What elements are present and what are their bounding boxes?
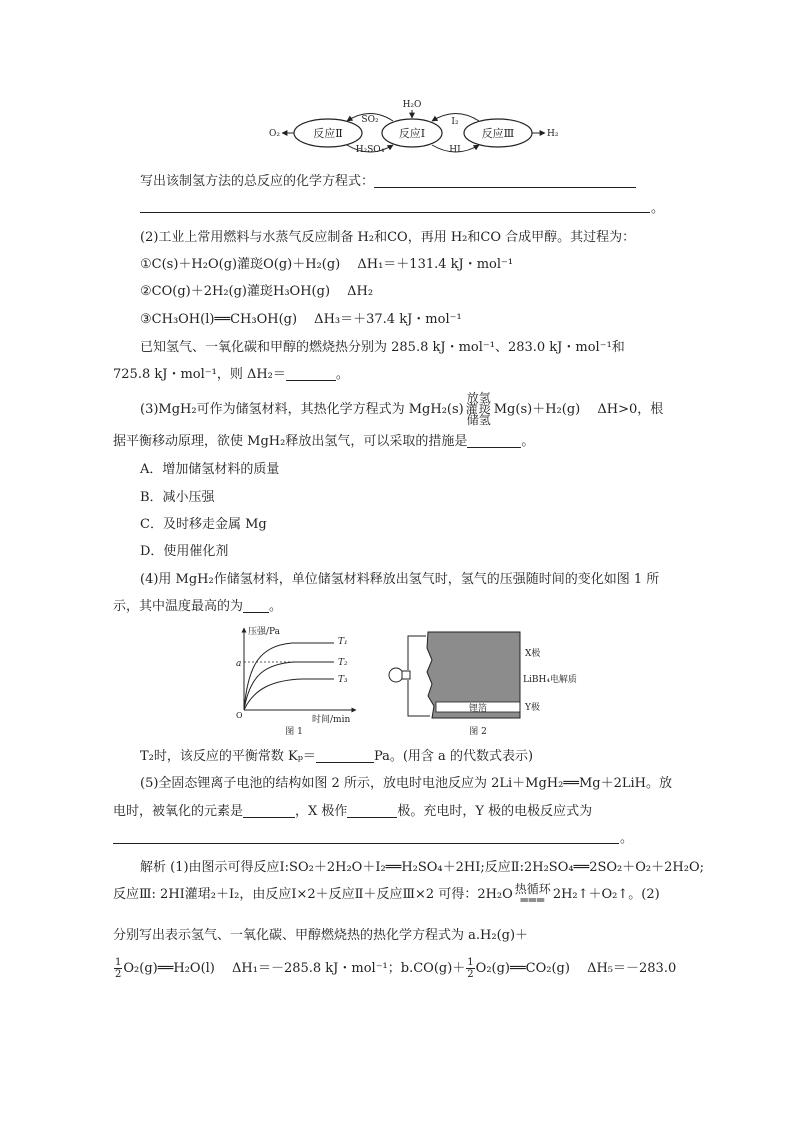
q4-text-2: 示，其中温度最高的为 <box>113 599 244 614</box>
answer-blank <box>467 433 521 448</box>
water-label: H₂O <box>402 100 422 110</box>
x-pole-label: X极 <box>525 649 541 659</box>
arrow-bottom-label: 储氢 <box>466 413 491 427</box>
q4-line-1: (4)用 MgH₂作储氢材料，单位储氢材料释放出氢气时，氢气的压强随时间的变化如图 1 所 <box>140 572 660 587</box>
x-axis-label: 时间/min <box>312 715 351 725</box>
figure-1-pressure-time-graph <box>232 624 374 736</box>
analysis-line-4 <box>113 957 676 981</box>
a-label: a <box>236 659 242 669</box>
curve-t3 <box>244 679 334 710</box>
h2-label: H₂ <box>547 129 559 139</box>
arrow-top-label: 热循环 <box>514 881 551 896</box>
q1-text: 写出该制氢方法的总反应的化学方程式： <box>140 174 375 189</box>
y-pole-label: Y极 <box>525 703 540 713</box>
origin-label: O <box>236 711 243 720</box>
q2-intro: (2)工业上常用燃料与水蒸气反应制备 H₂和CO，再用 H₂和CO 合成甲醇。其过程为： <box>140 230 636 245</box>
answer-blank <box>243 803 295 818</box>
answer-blank-line <box>113 843 619 844</box>
q4-kp-text: T₂时，该反应的平衡常数 Kₚ＝ <box>140 749 316 764</box>
answer-blank-line <box>140 212 650 213</box>
t2-label: T₂ <box>338 658 348 668</box>
option-d: D．使用催化剂 <box>140 544 229 559</box>
q1-period: 。 <box>651 201 665 216</box>
electrolyte-label: LiBH₄电解质 <box>523 675 577 685</box>
heat-cycle-arrow <box>514 881 551 907</box>
o2-label: O₂ <box>269 129 280 139</box>
analysis-line-2 <box>113 883 660 907</box>
q5-text-a: 电时，被氧化的元素是 <box>113 804 244 819</box>
reaction-cycle-diagram <box>265 96 559 158</box>
fraction-denominator: 2 <box>467 969 474 980</box>
y-axis-label: 压强/Pa <box>248 627 281 637</box>
q5-period: 。 <box>620 831 634 846</box>
q3-text-2: 据平衡移动原理，欲使 MgH₂释放出氢气，可以采取的措施是 <box>113 434 468 449</box>
fraction-denominator: 2 <box>115 969 122 980</box>
q4-period: 。 <box>269 599 283 614</box>
q3-line-2 <box>113 433 534 451</box>
arrow-top-label: 放氢 <box>466 391 491 405</box>
q5-text-c: 极。充电时，Y 极的电极反应式为 <box>397 804 593 819</box>
fraction-numerator: 1 <box>115 957 122 968</box>
q2-period: 。 <box>335 367 349 382</box>
answer-blank <box>316 748 374 763</box>
q3-text-a: (3)MgH₂可作为储氢材料，其热化学方程式为 MgH₂(s) <box>140 402 464 417</box>
curve-t2 <box>244 662 334 710</box>
answer-blank <box>243 598 269 613</box>
t1-label: T₁ <box>338 637 348 647</box>
arrow-mid: 灌珳 <box>465 402 492 416</box>
option-c: C．及时移走金属 Mg <box>140 517 267 532</box>
q5-line-2 <box>113 803 592 821</box>
fraction-numerator: 1 <box>467 957 474 968</box>
bulb-icon <box>389 668 403 682</box>
q4-line-2 <box>113 598 282 616</box>
h2so4-label: H₂SO₄ <box>355 145 385 155</box>
analysis-line-1: 解析 (1)由图示可得反应Ⅰ:SO₂＋2H₂O＋I₂══H₂SO₄＋2HI;反应Ⅱ:2H₂SO₄══2SO₂＋O₂＋2H₂O; <box>140 860 704 875</box>
analysis-text-2a: 反应Ⅲ: 2HI灌珺₂＋I₂，由反应Ⅰ×2＋反应Ⅱ＋反应Ⅲ×2 可得：2H₂O <box>113 887 513 902</box>
figure-2-battery-diagram <box>380 630 590 738</box>
q1-line <box>140 173 636 191</box>
analysis-text-4b: O₂(g)══CO₂(g) ΔH₅＝－283.0 <box>475 961 677 976</box>
t3-label: T₃ <box>338 675 348 685</box>
q5-text-b: ，X 极作 <box>295 804 348 819</box>
reaction-2-label: 反应Ⅱ <box>313 127 343 140</box>
q2-reaction-3: ③CH₃OH(l)══CH₃OH(g) ΔH₃＝＋37.4 kJ・mol⁻¹ <box>140 312 462 327</box>
q2-known-2-text: 725.8 kJ・mol⁻¹，则 ΔH₂＝ <box>113 367 286 382</box>
q2-reaction-2: ②CO(g)＋2H₂(g)灌珳H₃OH(g) ΔH₂ <box>140 284 374 299</box>
analysis-text-2b: 2H₂↑＋O₂↑。(2) <box>552 887 660 902</box>
fraction-half <box>466 957 474 980</box>
reversible-arrow <box>466 393 492 426</box>
answer-blank <box>286 366 336 381</box>
fraction-half <box>114 957 122 980</box>
q4-kp-line <box>140 748 533 766</box>
q3-period: 。 <box>521 434 535 449</box>
q5-line-1: (5)全固态锂离子电池的结构如图 2 所示，放电时电池反应为 2Li＋MgH₂══Mg＋2LiH。放 <box>140 776 673 791</box>
reaction-3-label: 反应Ⅲ <box>481 127 515 140</box>
q3-text-b: Mg(s)＋H₂(g) ΔH>0，根 <box>493 402 664 417</box>
figure-2-caption: 图 2 <box>469 727 487 737</box>
option-a: A．增加储氢材料的质量 <box>140 462 280 477</box>
analysis-text-4a: O₂(g)══H₂O(l) ΔH₁＝－285.8 kJ・mol⁻¹；b.CO(g)＋ <box>123 961 466 976</box>
hi-label: HI <box>449 145 461 155</box>
analysis-line-3: 分别写出表示氢气、一氧化碳、甲醇燃烧热的热化学方程式为 a.H₂(g)＋ <box>113 928 529 943</box>
figure-1-caption: 图 1 <box>285 727 303 737</box>
answer-blank <box>374 173 636 188</box>
answer-blank <box>347 803 397 818</box>
q2-known-2 <box>113 366 349 384</box>
q3-line-1 <box>140 393 663 426</box>
arrow-bar: ═══ <box>520 892 546 907</box>
foil-label: 锂箔 <box>468 704 488 714</box>
q2-reaction-1: ①C(s)＋H₂O(g)灌珳O(g)＋H₂(g) ΔH₁＝＋131.4 kJ・mol⁻¹ <box>140 257 514 272</box>
q4-kp-tail: Pa。(用含 a 的代数式表示) <box>373 749 534 764</box>
q2-known-1: 已知氢气、一氧化碳和甲醇的燃烧热分别为 285.8 kJ・mol⁻¹、283.0 kJ・mol⁻¹和 <box>140 340 625 355</box>
i2-label: I₂ <box>451 117 459 127</box>
option-b: B．减小压强 <box>140 490 215 505</box>
so2-label: SO₂ <box>361 115 379 125</box>
reaction-1-label: 反应Ⅰ <box>398 127 426 140</box>
